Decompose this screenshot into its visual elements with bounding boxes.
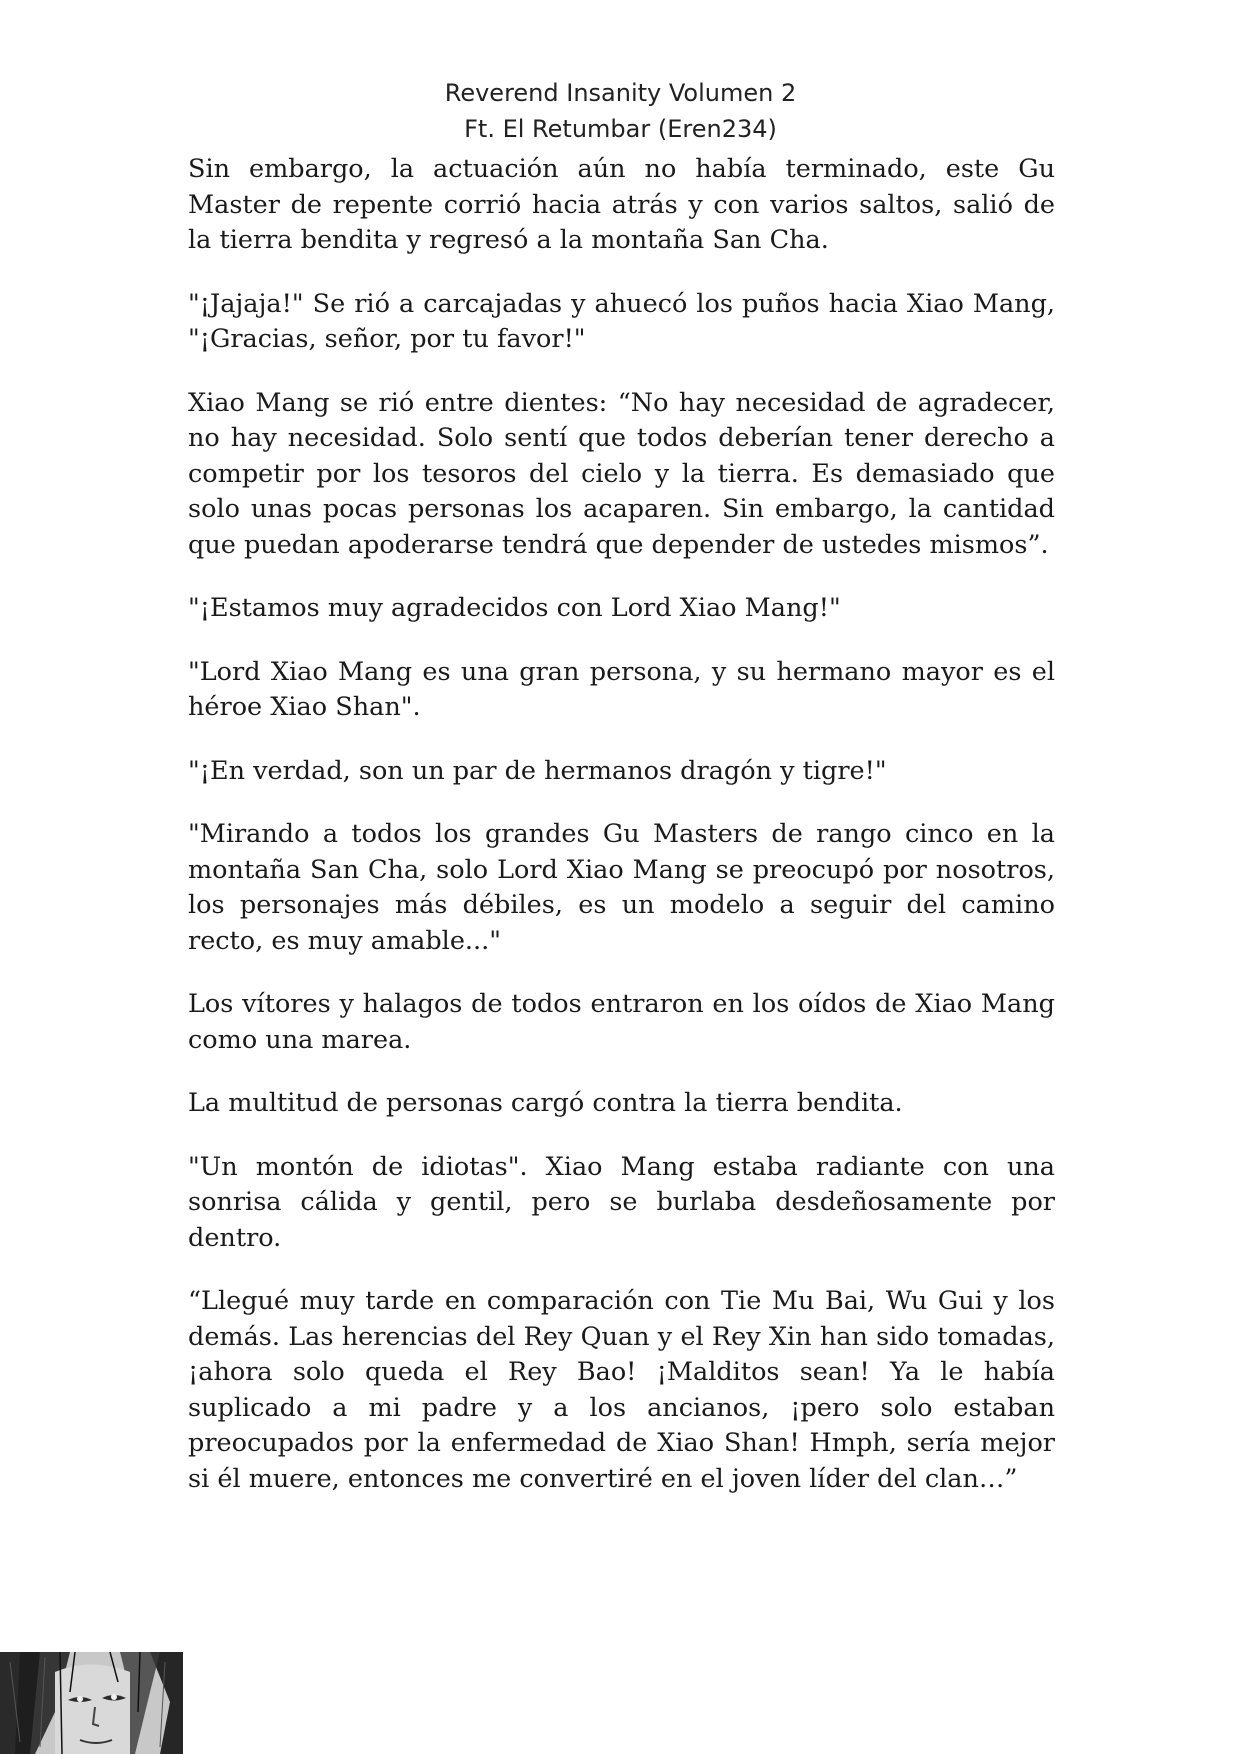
paragraph: "Mirando a todos los grandes Gu Masters de rango cinco en la montaña San Cha, solo Lord Xiao Mang se preocupó por nosotros, los personajes más débiles, es un modelo a seguir del camino recto, es muy amable..." [188,819,1055,956]
page-header [0,75,1241,147]
paragraph: "Lord Xiao Mang es una gran persona, y su hermano mayor es el héroe Xiao Shan". [188,656,1055,722]
paragraph: "Un montón de idiotas". Xiao Mang estaba radiante con una sonrisa cálida y gentil, pero se burlaba desdeñosamente por dentro. [188,1151,1055,1253]
manga-portrait-image [0,1652,183,1754]
document-title: Reverend Insanity Volumen 2 [444,79,797,107]
paragraph: Xiao Mang se rió entre dientes: “No hay necesidad de agradecer, no hay necesidad. Solo sentí que todos deberían tener derecho a competir por los tesoros del cielo y la tierra. Es demasiado que solo unas pocas personas los acaparen. Sin embargo, la cantidad que puedan apoderarse tendrá que depender de ustedes mismos”. [188,387,1055,560]
paragraph: Los vítores y halagos de todos entraron en los oídos de Xiao Mang como una marea. [188,989,1055,1055]
paragraph: "¡Jajaja!" Se rió a carcajadas y ahuecó los puños hacia Xiao Mang, "¡Gracias, señor, por tu favor!" [188,288,1055,354]
document-subtitle: Ft. El Retumbar (Eren234) [464,115,777,143]
paragraph: Sin embargo, la actuación aún no había terminado, este Gu Master de repente corrió hacia atrás y con varios saltos, salió de la tierra bendita y regresó a la montaña San Cha. [188,154,1055,255]
paragraph: "¡En verdad, son un par de hermanos dragón y tigre!" [188,755,887,786]
paragraph: "¡Estamos muy agradecidos con Lord Xiao Mang!" [188,593,841,623]
paragraph: La multitud de personas cargó contra la tierra bendita. [188,1088,903,1118]
body-text [188,152,1055,1525]
paragraph: “Llegué muy tarde en comparación con Tie Mu Bai, Wu Gui y los demás. Las herencias del Rey Quan y el Rey Xin han sido tomadas, ¡ahora solo queda el Rey Bao! ¡Malditos sean! Ya le había suplicado a mi padre y a los ancianos, ¡pero solo estaban preocupados por la enfermedad de Xiao Shan! Hmph, sería mejor si él muere, entonces me convertiré en el joven líder del clan…” [188,1286,1055,1494]
